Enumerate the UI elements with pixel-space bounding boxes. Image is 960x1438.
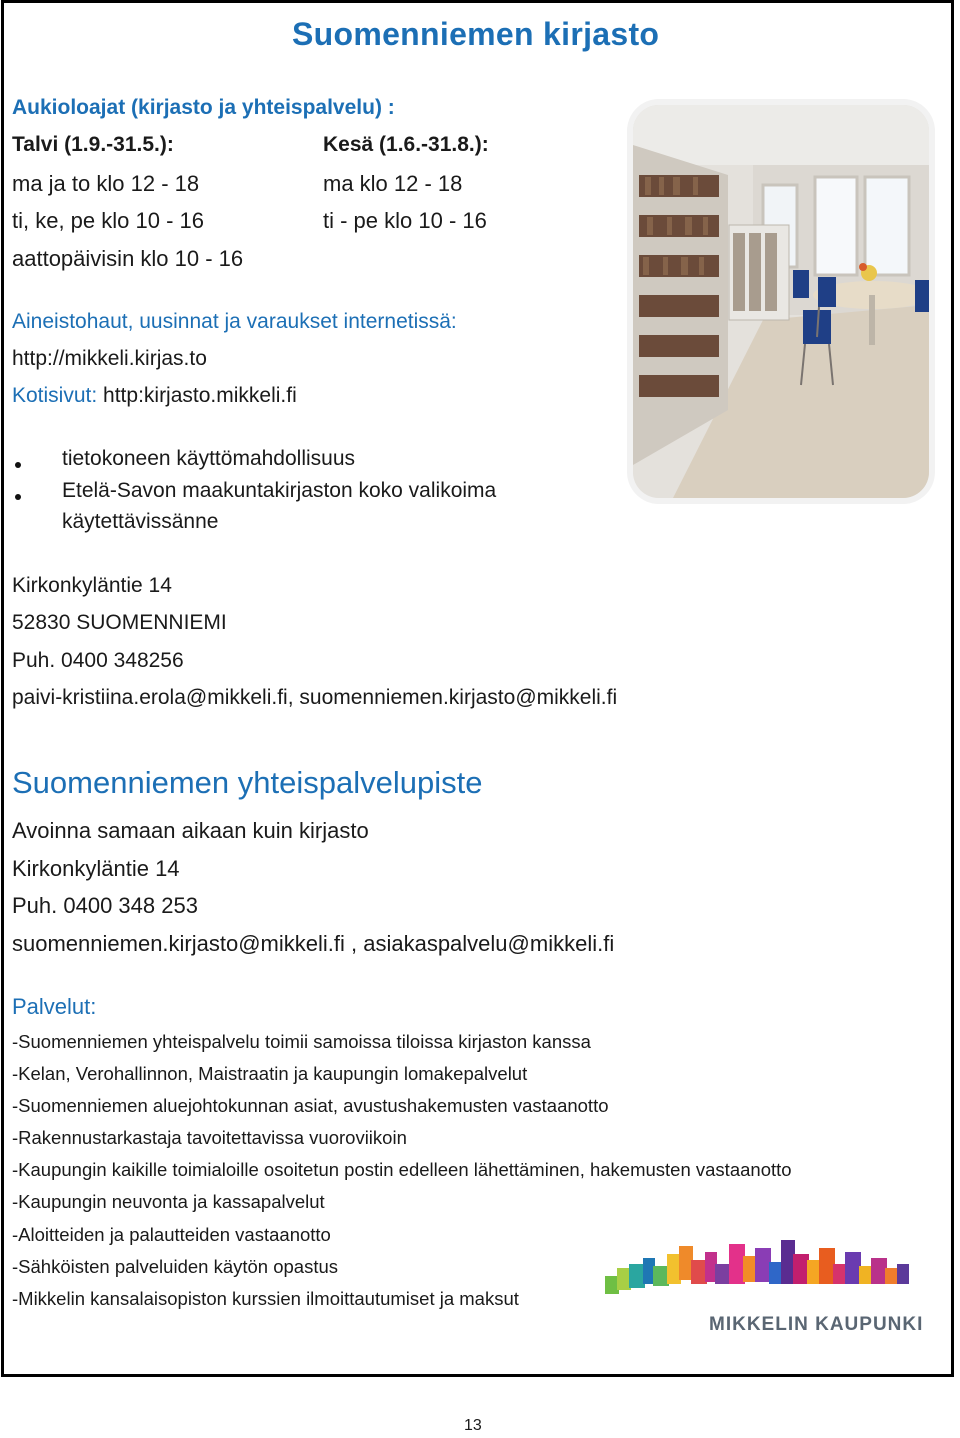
winter-line: ti, ke, pe klo 10 - 16: [12, 208, 204, 233]
online-heading: Aineistohaut, uusinnat ja varaukset internetissä:: [12, 310, 457, 333]
logo-text: MIKKELIN KAUPUNKI: [709, 1314, 924, 1335]
library-photo: [633, 105, 929, 498]
phone-number: Puh. 0400 348256: [12, 649, 184, 672]
email-addresses[interactable]: paivi-kristiina.erola@mikkeli.fi, suomenniemen.kirjasto@mikkeli.fi: [12, 686, 618, 709]
summer-label: Kesä (1.6.-31.8.):: [323, 133, 489, 156]
address-street: Kirkonkyläntie 14: [12, 574, 172, 597]
service-point-heading: Suomenniemen yhteispalvelupiste: [12, 765, 483, 800]
skyline-icon: [605, 1238, 910, 1304]
summer-line: ma klo 12 - 18: [323, 171, 463, 196]
feature-item: käytettävissänne: [62, 510, 219, 533]
bullet-icon: [15, 462, 21, 468]
services-heading: Palvelut:: [12, 994, 97, 1019]
service-item: -Suomenniemen aluejohtokunnan asiat, avustushakemusten vastaanotto: [12, 1095, 609, 1116]
address-postal: 52830 SUOMENNIEMI: [12, 611, 227, 634]
city-logo: [605, 1238, 924, 1340]
homepage-line: [12, 384, 297, 408]
service-item: -Aloitteiden ja palautteiden vastaanotto: [12, 1224, 331, 1245]
service-item: -Kaupungin neuvonta ja kassapalvelut: [12, 1191, 325, 1212]
hours-heading: Aukioloajat (kirjasto ja yhteispalvelu) :: [12, 96, 395, 119]
feature-item: Etelä-Savon maakuntakirjaston koko valikoima: [62, 479, 497, 502]
homepage-link[interactable]: http:kirjasto.mikkeli.fi: [97, 384, 297, 407]
service-item: -Suomenniemen yhteispalvelu toimii samoissa tiloissa kirjaston kanssa: [12, 1031, 591, 1052]
service-item: -Kaupungin kaikille toimialoille osoitetun postin edelleen lähettäminen, hakemusten vastaanotto: [12, 1159, 792, 1180]
catalog-link[interactable]: http://mikkeli.kirjas.to: [12, 347, 207, 370]
feature-item: tietokoneen käyttömahdollisuus: [62, 447, 356, 470]
winter-line: ma ja to klo 12 - 18: [12, 171, 200, 196]
service-item: -Kelan, Verohallinnon, Maistraatin ja kaupungin lomakepalvelut: [12, 1063, 528, 1084]
service-item: -Rakennustarkastaja tavoitettavissa vuoroviikoin: [12, 1127, 407, 1148]
winter-line: aattopäivisin klo 10 - 16: [12, 246, 244, 271]
service-point-line[interactable]: suomenniemen.kirjasto@mikkeli.fi , asiakaspalvelu@mikkeli.fi: [12, 931, 615, 956]
page-title: Suomenniemen kirjasto: [292, 16, 660, 52]
service-item: -Mikkelin kansalaisopiston kurssien ilmoittautumiset ja maksut: [12, 1288, 519, 1309]
page-number: 13: [464, 1417, 482, 1434]
service-point-line: Puh. 0400 348 253: [12, 893, 198, 918]
homepage-label: Kotisivut:: [12, 384, 98, 407]
winter-label: Talvi (1.9.-31.5.):: [12, 133, 174, 156]
service-item: -Sähköisten palveluiden käytön opastus: [12, 1256, 339, 1277]
service-point-line: Kirkonkyläntie 14: [12, 856, 180, 881]
summer-line: ti - pe klo 10 - 16: [323, 208, 487, 233]
bullet-icon: [15, 494, 21, 500]
service-point-line: Avoinna samaan aikaan kuin kirjasto: [12, 818, 369, 843]
